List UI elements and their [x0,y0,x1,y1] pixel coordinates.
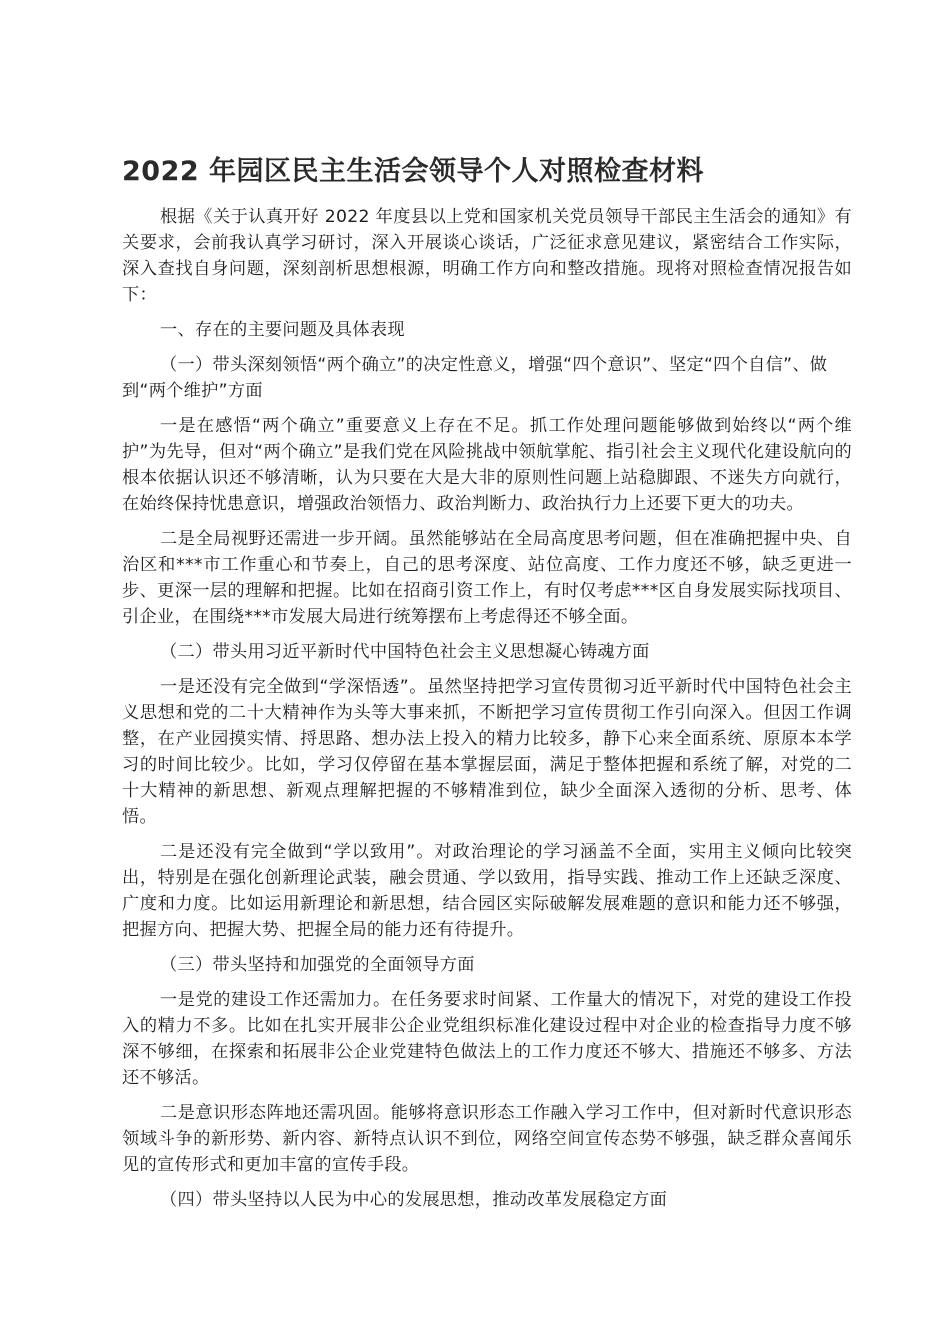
subsection-2-heading: （二）带头用习近平新时代中国特色社会主义思想凝心铸魂方面 [160,642,650,662]
document-title: 2022 年园区民主生活会领导个人对照检查材料 [122,156,705,187]
subsection-3-paragraph-2: 二是意识形态阵地还需巩固。能够将意识形态工作融入学习工作中，但对新时代意识形态领域斗争的新形势、新内容、新特点认识不到位，网络空间宣传态势不够强，缺乏群众喜闻乐见的宣传形式和更加丰富的宣传手段。 [122,1103,852,1175]
document-page [122,150,852,1222]
subsection-1-paragraph-1: 一是在感悟“两个确立”重要意义上存在不足。抓工作处理问题能够做到始终以“两个维护”为先导，但对“两个确立”是我们党在风险挑战中领航掌舵、指引社会主义现代化建设航向的根本依据认识还不够清晰，认为只要在大是大非的原则性问题上站稳脚跟、不迷失方向就行，在始终保持忧患意识，增强政治领悟力、政治判断力、政治执行力上还要下更大的功夫。 [122,416,852,514]
subsection-3-paragraph-1: 一是党的建设工作还需加力。在任务要求时间紧、工作量大的情况下，对党的建设工作投入的精力不多。比如在扎实开展非公企业党组织标准化建设过程中对企业的检查指导力度不够深不够细，在探索和拓展非公企业党建特色做法上的工作力度还不够大、措施还不够多、方法还不够活。 [122,990,852,1088]
subsection-2-paragraph-1: 一是还没有完全做到“学深悟透”。虽然坚持把学习宣传贯彻习近平新时代中国特色社会主义思想和党的二十大精神作为头等大事来抓，不断把学习宣传贯彻工作引向深入。但因工作调整，在产业园摸实情、捋思路、想办法上投入的精力比较多，静下心来全面系统、原原本本学习的时间比较少。比如，学习仅停留在基本掌握层面，满足于整体把握和系统了解，对党的二十大精神的新思想、新观点理解把握的不够精准到位，缺少全面深入透彻的分析、思考、体悟。 [122,677,852,827]
subsection-1-paragraph-2: 二是全局视野还需进一步开阔。虽然能够站在全局高度思考问题，但在准确把握中央、自治区和***市工作重心和节奏上，自己的思考深度、站位高度、工作力度还不够，缺乏更进一步、更深一层的理解和把握。比如在招商引资工作上，有时仅考虑***区自身发展实际找项目、引企业，在围绕***市发展大局进行统筹摆布上考虑得还不够全面。 [122,529,852,627]
subsection-3-heading: （三）带头坚持和加强党的全面领导方面 [160,955,475,975]
subsection-4-heading: （四）带头坚持以人民为中心的发展思想，推动改革发展稳定方面 [160,1190,668,1210]
subsection-1-heading: （一）带头深刻领悟“两个确立”的决定性意义，增强“四个意识”、坚定“四个自信”、做到“两个维护”方面 [122,355,828,401]
subsection-2-paragraph-2: 二是还没有完全做到“学以致用”。对政治理论的学习涵盖不全面，实用主义倾向比较突出，特别是在强化创新理论武装，融会贯通、学以致用，指导实践、推动工作上还缺乏深度、广度和力度。比如运用新理论和新思想，结合园区实际破解发展难题的意识和能力还不够强，把握方向、把握大势、把握全局的能力还有待提升。 [122,842,852,940]
intro-paragraph: 根据《关于认真开好 2022 年度县以上党和国家机关党员领导干部民主生活会的通知》有关要求，会前我认真学习研讨，深入开展谈心谈话，广泛征求意见建议，紧密结合工作实际，深入查找自身问题，深刻剖析思想根源，明确工作方向和整改措施。现将对照检查情况报告如下： [122,207,852,305]
section-1-heading: 一、存在的主要问题及具体表现 [160,320,405,340]
